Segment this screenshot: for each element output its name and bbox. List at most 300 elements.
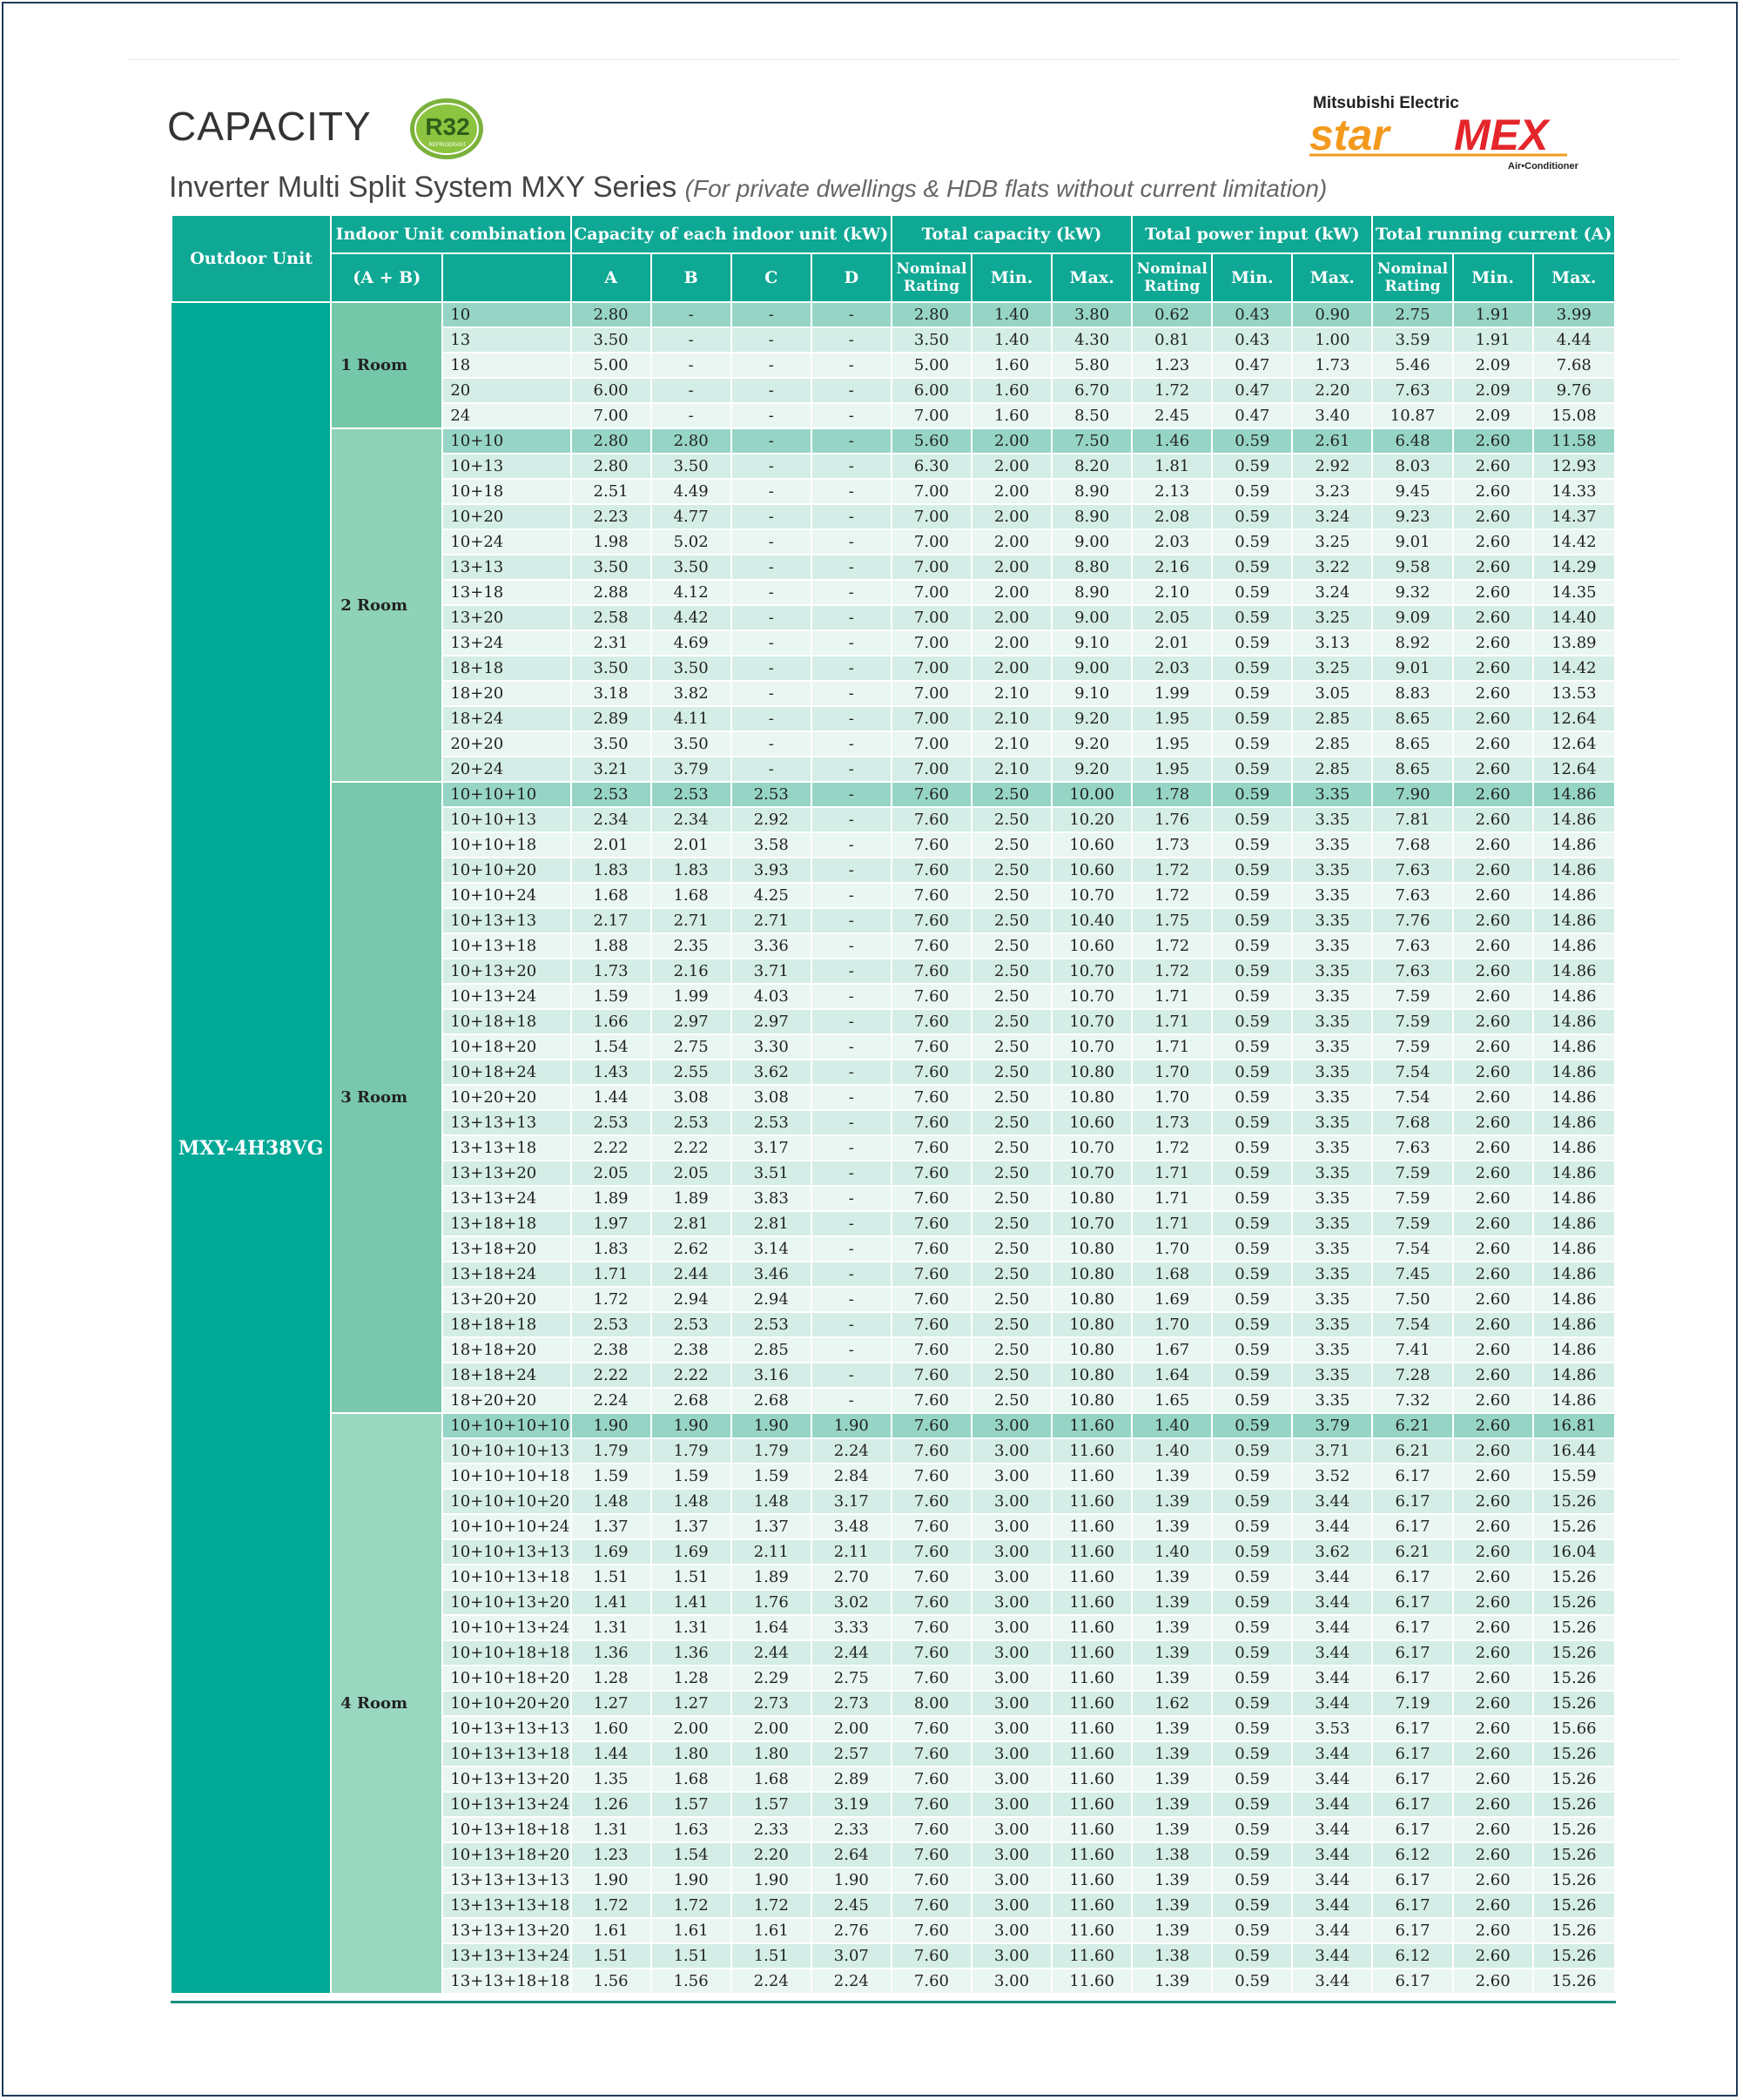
value-cell: 2.85 xyxy=(1292,731,1372,757)
value-cell: 8.50 xyxy=(1052,403,1132,428)
value-cell: 2.29 xyxy=(731,1666,811,1691)
value-cell: 3.44 xyxy=(1292,1489,1372,1514)
value-cell: 0.59 xyxy=(1212,807,1292,832)
value-cell: 1.64 xyxy=(731,1615,811,1640)
value-cell: 7.60 xyxy=(892,1868,972,1893)
value-cell: - xyxy=(731,479,811,504)
value-cell: - xyxy=(811,832,892,858)
value-cell: 14.86 xyxy=(1533,1009,1615,1034)
value-cell: 14.40 xyxy=(1533,605,1615,630)
value-cell: 2.60 xyxy=(1453,1363,1533,1388)
value-cell: 3.00 xyxy=(972,1943,1052,1969)
combination-cell: 13+13+18 xyxy=(442,1135,570,1161)
value-cell: 14.33 xyxy=(1533,479,1615,504)
value-cell: 2.24 xyxy=(571,1388,651,1413)
value-cell: 6.17 xyxy=(1372,1565,1452,1590)
value-cell: 0.59 xyxy=(1212,1438,1292,1464)
value-cell: 2.60 xyxy=(1453,1312,1533,1337)
value-cell: 6.17 xyxy=(1372,1666,1452,1691)
value-cell: 3.35 xyxy=(1292,1161,1372,1186)
value-cell: 2.10 xyxy=(972,681,1052,706)
value-cell: - xyxy=(811,883,892,908)
value-cell: 1.71 xyxy=(1132,1034,1212,1060)
value-cell: 14.86 xyxy=(1533,984,1615,1009)
value-cell: 2.60 xyxy=(1453,1438,1533,1464)
value-cell: 1.51 xyxy=(571,1565,651,1590)
value-cell: 14.86 xyxy=(1533,832,1615,858)
value-cell: 1.38 xyxy=(1132,1943,1212,1969)
value-cell: 15.26 xyxy=(1533,1691,1615,1716)
value-cell: - xyxy=(811,1236,892,1262)
combination-cell: 10+10+10+24 xyxy=(442,1514,570,1539)
value-cell: 1.35 xyxy=(571,1767,651,1792)
combination-cell: 13+13+20 xyxy=(442,1161,570,1186)
value-cell: - xyxy=(731,731,811,757)
value-cell: 7.59 xyxy=(1372,1034,1452,1060)
value-cell: 2.53 xyxy=(731,1110,811,1135)
value-cell: 2.60 xyxy=(1453,1085,1533,1110)
value-cell: 1.72 xyxy=(1132,959,1212,984)
value-cell: 7.00 xyxy=(892,479,972,504)
combination-cell: 10+13+13 xyxy=(442,908,570,933)
value-cell: 2.44 xyxy=(651,1262,731,1287)
value-cell: 8.03 xyxy=(1372,454,1452,479)
value-cell: 0.59 xyxy=(1212,1464,1292,1489)
value-cell: 10.80 xyxy=(1052,1337,1132,1363)
value-cell: 9.76 xyxy=(1533,378,1615,403)
value-cell: 0.62 xyxy=(1132,302,1212,327)
value-cell: 9.10 xyxy=(1052,630,1132,656)
value-cell: 1.75 xyxy=(1132,908,1212,933)
value-cell: 0.43 xyxy=(1212,327,1292,353)
value-cell: 1.39 xyxy=(1132,1817,1212,1842)
value-cell: 15.26 xyxy=(1533,1792,1615,1817)
value-cell: 8.90 xyxy=(1052,479,1132,504)
value-cell: 2.16 xyxy=(651,959,731,984)
value-cell: 3.35 xyxy=(1292,782,1372,807)
combination-cell: 24 xyxy=(442,403,570,428)
value-cell: 4.12 xyxy=(651,580,731,605)
combination-cell: 10+18+24 xyxy=(442,1060,570,1085)
value-cell: 0.59 xyxy=(1212,1792,1292,1817)
value-cell: 2.10 xyxy=(972,757,1052,782)
value-cell: - xyxy=(811,1211,892,1236)
value-cell: - xyxy=(811,403,892,428)
value-cell: 14.29 xyxy=(1533,555,1615,580)
value-cell: 5.02 xyxy=(651,529,731,555)
value-cell: 7.60 xyxy=(892,1413,972,1438)
value-cell: 3.44 xyxy=(1292,1514,1372,1539)
value-cell: 8.80 xyxy=(1052,555,1132,580)
value-cell: 2.60 xyxy=(1453,782,1533,807)
value-cell: 1.90 xyxy=(731,1413,811,1438)
value-cell: 2.60 xyxy=(1453,605,1533,630)
value-cell: 14.86 xyxy=(1533,1110,1615,1135)
value-cell: 1.83 xyxy=(571,858,651,883)
value-cell: 1.39 xyxy=(1132,1565,1212,1590)
logo-word-star: star xyxy=(1309,111,1390,159)
value-cell: 3.00 xyxy=(972,1918,1052,1943)
value-cell: 0.59 xyxy=(1212,555,1292,580)
value-cell: 7.00 xyxy=(571,403,651,428)
value-cell: 1.90 xyxy=(811,1413,892,1438)
value-cell: 2.53 xyxy=(571,782,651,807)
value-cell: - xyxy=(811,782,892,807)
value-cell: 2.11 xyxy=(811,1539,892,1565)
value-cell: 9.00 xyxy=(1052,529,1132,555)
value-cell: 10.70 xyxy=(1052,1211,1132,1236)
value-cell: 2.00 xyxy=(731,1716,811,1741)
value-cell: 7.60 xyxy=(892,1842,972,1868)
value-cell: 3.46 xyxy=(731,1262,811,1287)
combination-cell: 18+18 xyxy=(442,656,570,681)
value-cell: 3.33 xyxy=(811,1615,892,1640)
value-cell: 2.31 xyxy=(571,630,651,656)
value-cell: 14.86 xyxy=(1533,1060,1615,1085)
value-cell: 10.40 xyxy=(1052,908,1132,933)
combination-cell: 10+10+13+13 xyxy=(442,1539,570,1565)
value-cell: 6.17 xyxy=(1372,1489,1452,1514)
value-cell: 1.89 xyxy=(651,1186,731,1211)
value-cell: 9.20 xyxy=(1052,706,1132,731)
value-cell: 9.20 xyxy=(1052,757,1132,782)
value-cell: 5.46 xyxy=(1372,353,1452,378)
value-cell: 1.72 xyxy=(1132,378,1212,403)
value-cell: 3.50 xyxy=(571,327,651,353)
value-cell: 2.80 xyxy=(571,302,651,327)
value-cell: 7.00 xyxy=(892,555,972,580)
value-cell: 3.00 xyxy=(972,1767,1052,1792)
value-cell: 11.60 xyxy=(1052,1640,1132,1666)
value-cell: 10.80 xyxy=(1052,1060,1132,1085)
value-cell: 0.59 xyxy=(1212,1186,1292,1211)
value-cell: 2.61 xyxy=(1292,428,1372,454)
value-cell: 1.83 xyxy=(571,1236,651,1262)
value-cell: 2.60 xyxy=(1453,1741,1533,1767)
value-cell: 1.54 xyxy=(651,1842,731,1868)
value-cell: 3.13 xyxy=(1292,630,1372,656)
value-cell: 3.00 xyxy=(972,1868,1052,1893)
value-cell: 6.17 xyxy=(1372,1615,1452,1640)
value-cell: 10.00 xyxy=(1052,782,1132,807)
value-cell: 2.50 xyxy=(972,1312,1052,1337)
value-cell: - xyxy=(811,1262,892,1287)
value-cell: 3.50 xyxy=(892,327,972,353)
value-cell: 2.92 xyxy=(731,807,811,832)
value-cell: 2.44 xyxy=(811,1640,892,1666)
value-cell: 3.35 xyxy=(1292,908,1372,933)
room-group-label: 4 Room xyxy=(331,1413,442,1994)
value-cell: 9.00 xyxy=(1052,605,1132,630)
header-indoor-combo: Indoor Unit combination xyxy=(331,215,570,253)
table-row xyxy=(172,428,1615,454)
value-cell: 3.52 xyxy=(1292,1464,1372,1489)
value-cell: 1.28 xyxy=(571,1666,651,1691)
value-cell: 7.54 xyxy=(1372,1085,1452,1110)
value-cell: 11.60 xyxy=(1052,1969,1132,1994)
value-cell: 13.53 xyxy=(1533,681,1615,706)
value-cell: 1.76 xyxy=(731,1590,811,1615)
combination-cell: 10+18+20 xyxy=(442,1034,570,1060)
value-cell: 14.42 xyxy=(1533,529,1615,555)
value-cell: 2.50 xyxy=(972,807,1052,832)
header-cap-max: Max. xyxy=(1052,253,1132,302)
value-cell: 2.60 xyxy=(1453,908,1533,933)
value-cell: 7.60 xyxy=(892,1817,972,1842)
value-cell: 4.44 xyxy=(1533,327,1615,353)
value-cell: 7.60 xyxy=(892,1363,972,1388)
value-cell: 2.57 xyxy=(811,1741,892,1767)
value-cell: 3.35 xyxy=(1292,1388,1372,1413)
value-cell: 3.35 xyxy=(1292,984,1372,1009)
value-cell: 1.73 xyxy=(1292,353,1372,378)
combination-cell: 10+13+20 xyxy=(442,959,570,984)
value-cell: 0.59 xyxy=(1212,1009,1292,1034)
value-cell: 1.31 xyxy=(571,1615,651,1640)
value-cell: 3.00 xyxy=(972,1741,1052,1767)
value-cell: 9.58 xyxy=(1372,555,1452,580)
value-cell: 2.00 xyxy=(651,1716,731,1741)
header-current-min: Min. xyxy=(1453,253,1533,302)
value-cell: 3.35 xyxy=(1292,832,1372,858)
value-cell: 7.76 xyxy=(1372,908,1452,933)
value-cell: 7.60 xyxy=(892,1514,972,1539)
value-cell: 2.00 xyxy=(972,605,1052,630)
value-cell: 8.20 xyxy=(1052,454,1132,479)
value-cell: 0.59 xyxy=(1212,1615,1292,1640)
value-cell: 7.60 xyxy=(892,1287,972,1312)
value-cell: 2.50 xyxy=(972,883,1052,908)
value-cell: 1.70 xyxy=(1132,1085,1212,1110)
value-cell: 14.42 xyxy=(1533,656,1615,681)
value-cell: 3.82 xyxy=(651,681,731,706)
value-cell: 3.79 xyxy=(651,757,731,782)
value-cell: 7.90 xyxy=(1372,782,1452,807)
value-cell: 2.09 xyxy=(1453,403,1533,428)
combination-cell: 10+13 xyxy=(442,454,570,479)
value-cell: 12.64 xyxy=(1533,757,1615,782)
combination-cell: 10+13+13+20 xyxy=(442,1767,570,1792)
badge-sublabel: REFRIGERANT xyxy=(428,143,467,148)
value-cell: 2.00 xyxy=(972,529,1052,555)
value-cell: 0.59 xyxy=(1212,1262,1292,1287)
value-cell: 2.60 xyxy=(1453,580,1533,605)
value-cell: 7.63 xyxy=(1372,933,1452,959)
value-cell: 1.71 xyxy=(571,1262,651,1287)
combination-cell: 13+13+13+18 xyxy=(442,1893,570,1918)
value-cell: 2.38 xyxy=(571,1337,651,1363)
value-cell: 0.47 xyxy=(1212,378,1292,403)
value-cell: 14.86 xyxy=(1533,1337,1615,1363)
room-group-label: 3 Room xyxy=(331,782,442,1413)
value-cell: 16.04 xyxy=(1533,1539,1615,1565)
value-cell: 2.10 xyxy=(972,706,1052,731)
value-cell: 3.35 xyxy=(1292,1186,1372,1211)
value-cell: 1.46 xyxy=(1132,428,1212,454)
value-cell: - xyxy=(811,1135,892,1161)
value-cell: 2.24 xyxy=(811,1969,892,1994)
value-cell: - xyxy=(731,555,811,580)
value-cell: 1.27 xyxy=(651,1691,731,1716)
value-cell: 0.59 xyxy=(1212,529,1292,555)
value-cell: 0.59 xyxy=(1212,858,1292,883)
header-cap-nominal: Nominal Rating xyxy=(892,253,972,302)
value-cell: 2.22 xyxy=(571,1135,651,1161)
header-c: C xyxy=(731,253,811,302)
value-cell: - xyxy=(731,454,811,479)
value-cell: 2.53 xyxy=(731,1312,811,1337)
value-cell: 7.19 xyxy=(1372,1691,1452,1716)
starmex-logo xyxy=(1306,87,1619,174)
value-cell: 3.35 xyxy=(1292,933,1372,959)
combination-cell: 18+20+20 xyxy=(442,1388,570,1413)
value-cell: 3.80 xyxy=(1052,302,1132,327)
value-cell: 1.95 xyxy=(1132,706,1212,731)
value-cell: 3.35 xyxy=(1292,1312,1372,1337)
value-cell: 1.81 xyxy=(1132,454,1212,479)
value-cell: - xyxy=(651,327,731,353)
value-cell: 6.21 xyxy=(1372,1539,1452,1565)
value-cell: 7.60 xyxy=(892,858,972,883)
value-cell: 2.92 xyxy=(1292,454,1372,479)
value-cell: - xyxy=(731,403,811,428)
value-cell: - xyxy=(651,403,731,428)
value-cell: 10.70 xyxy=(1052,883,1132,908)
value-cell: 1.39 xyxy=(1132,1640,1212,1666)
value-cell: 7.60 xyxy=(892,933,972,959)
value-cell: 15.26 xyxy=(1533,1918,1615,1943)
value-cell: 2.50 xyxy=(972,1388,1052,1413)
value-cell: 13.89 xyxy=(1533,630,1615,656)
value-cell: 0.59 xyxy=(1212,1413,1292,1438)
value-cell: 2.94 xyxy=(651,1287,731,1312)
value-cell: 1.28 xyxy=(651,1666,731,1691)
value-cell: 7.60 xyxy=(892,1565,972,1590)
value-cell: 1.60 xyxy=(972,403,1052,428)
combination-cell: 13+18+18 xyxy=(442,1211,570,1236)
value-cell: - xyxy=(811,302,892,327)
value-cell: 2.38 xyxy=(651,1337,731,1363)
value-cell: 3.00 xyxy=(972,1640,1052,1666)
value-cell: 6.17 xyxy=(1372,1817,1452,1842)
value-cell: 2.33 xyxy=(811,1817,892,1842)
value-cell: 1.68 xyxy=(571,883,651,908)
combination-cell: 13+13+13 xyxy=(442,1110,570,1135)
value-cell: - xyxy=(811,807,892,832)
value-cell: 2.85 xyxy=(731,1337,811,1363)
table-row xyxy=(172,302,1615,327)
value-cell: 2.00 xyxy=(972,454,1052,479)
value-cell: 7.60 xyxy=(892,1110,972,1135)
value-cell: - xyxy=(731,428,811,454)
value-cell: 2.60 xyxy=(1453,984,1533,1009)
value-cell: 2.09 xyxy=(1453,353,1533,378)
value-cell: 2.53 xyxy=(571,1110,651,1135)
value-cell: 7.60 xyxy=(892,1312,972,1337)
value-cell: 14.86 xyxy=(1533,1312,1615,1337)
value-cell: 11.60 xyxy=(1052,1539,1132,1565)
value-cell: 1.39 xyxy=(1132,1464,1212,1489)
value-cell: 7.60 xyxy=(892,1009,972,1034)
value-cell: 1.40 xyxy=(1132,1438,1212,1464)
value-cell: 1.61 xyxy=(571,1918,651,1943)
value-cell: 5.80 xyxy=(1052,353,1132,378)
value-cell: 3.50 xyxy=(651,731,731,757)
value-cell: 3.35 xyxy=(1292,1034,1372,1060)
value-cell: 7.60 xyxy=(892,1615,972,1640)
combination-cell: 18+18+18 xyxy=(442,1312,570,1337)
combination-cell: 18+18+20 xyxy=(442,1337,570,1363)
value-cell: 3.44 xyxy=(1292,1817,1372,1842)
value-cell: 0.59 xyxy=(1212,1489,1292,1514)
value-cell: 1.79 xyxy=(651,1438,731,1464)
value-cell: - xyxy=(811,327,892,353)
value-cell: 3.44 xyxy=(1292,1767,1372,1792)
value-cell: 7.00 xyxy=(892,681,972,706)
value-cell: 15.26 xyxy=(1533,1640,1615,1666)
value-cell: 2.17 xyxy=(571,908,651,933)
room-group-label: 2 Room xyxy=(331,428,442,782)
value-cell: - xyxy=(731,706,811,731)
value-cell: 2.60 xyxy=(1453,757,1533,782)
value-cell: 2.50 xyxy=(972,1337,1052,1363)
value-cell: 11.60 xyxy=(1052,1590,1132,1615)
value-cell: 1.89 xyxy=(731,1565,811,1590)
value-cell: 0.59 xyxy=(1212,1691,1292,1716)
value-cell: 2.73 xyxy=(731,1691,811,1716)
header-power-nominal: Nominal Rating xyxy=(1132,253,1212,302)
value-cell: 3.79 xyxy=(1292,1413,1372,1438)
value-cell: 6.12 xyxy=(1372,1842,1452,1868)
value-cell: 3.02 xyxy=(811,1590,892,1615)
value-cell: 1.00 xyxy=(1292,327,1372,353)
value-cell: 11.60 xyxy=(1052,1615,1132,1640)
value-cell: - xyxy=(811,428,892,454)
value-cell: 2.22 xyxy=(651,1135,731,1161)
value-cell: 2.64 xyxy=(811,1842,892,1868)
value-cell: 2.60 xyxy=(1453,1590,1533,1615)
value-cell: 1.51 xyxy=(651,1565,731,1590)
value-cell: 1.39 xyxy=(1132,1918,1212,1943)
value-cell: 3.07 xyxy=(811,1943,892,1969)
room-group-label: 1 Room xyxy=(331,302,442,428)
value-cell: 0.59 xyxy=(1212,1741,1292,1767)
value-cell: 1.90 xyxy=(571,1868,651,1893)
value-cell: 2.60 xyxy=(1453,959,1533,984)
value-cell: 3.50 xyxy=(651,656,731,681)
value-cell: - xyxy=(731,327,811,353)
value-cell: 7.60 xyxy=(892,1034,972,1060)
value-cell: 2.60 xyxy=(1453,883,1533,908)
value-cell: 15.08 xyxy=(1533,403,1615,428)
value-cell: 3.44 xyxy=(1292,1565,1372,1590)
value-cell: 5.60 xyxy=(892,428,972,454)
value-cell: 1.57 xyxy=(651,1792,731,1817)
value-cell: 4.11 xyxy=(651,706,731,731)
value-cell: 3.00 xyxy=(972,1514,1052,1539)
value-cell: 3.35 xyxy=(1292,1135,1372,1161)
combination-cell: 10+10+10+10 xyxy=(442,1413,570,1438)
value-cell: 6.17 xyxy=(1372,1590,1452,1615)
value-cell: 9.23 xyxy=(1372,504,1452,529)
value-cell: 2.89 xyxy=(571,706,651,731)
value-cell: 4.69 xyxy=(651,630,731,656)
value-cell: 15.59 xyxy=(1533,1464,1615,1489)
value-cell: 3.00 xyxy=(972,1817,1052,1842)
value-cell: 2.45 xyxy=(811,1893,892,1918)
value-cell: - xyxy=(811,1388,892,1413)
value-cell: - xyxy=(811,353,892,378)
